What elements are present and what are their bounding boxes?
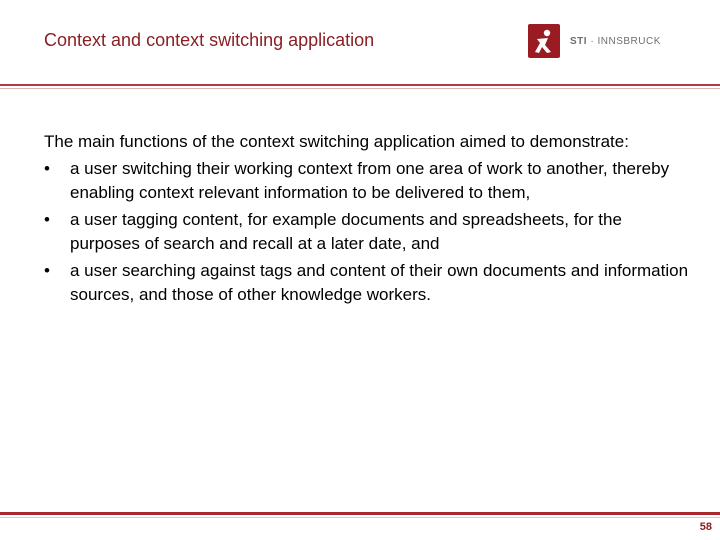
logo-separator: · <box>590 35 595 47</box>
sti-figure-icon <box>528 24 560 58</box>
bullet-icon: • <box>44 210 50 229</box>
header-divider <box>0 84 720 86</box>
page-number: 58 <box>699 521 712 533</box>
footer-divider-thin <box>0 517 720 518</box>
slide-body <box>44 130 694 307</box>
list-item <box>44 259 694 307</box>
list-item <box>44 208 694 256</box>
header-divider-thin <box>0 88 720 89</box>
intro-paragraph: The main functions of the context switching application aimed to demonstrate: <box>44 132 629 151</box>
sti-innsbruck-logo <box>528 24 661 58</box>
list-item-text: a user tagging content, for example documents and spreadsheets, for the purposes of search and recall at a later date, and <box>70 210 622 253</box>
footer-divider <box>0 512 720 515</box>
list-item-text: a user switching their working context from one area of work to another, thereby enabling context relevant information to be delivered to them, <box>70 159 670 202</box>
list-item <box>44 157 694 205</box>
bullet-icon: • <box>44 159 50 178</box>
logo-location: INNSBRUCK <box>597 35 661 47</box>
logo-text <box>570 36 661 47</box>
bullet-list <box>44 157 694 307</box>
list-item-text: a user searching against tags and content of their own documents and information sources, and those of other knowledge workers. <box>70 261 689 304</box>
logo-brand: STI <box>570 35 588 47</box>
bullet-icon: • <box>44 261 50 280</box>
slide-title: Context and context switching application <box>44 30 375 50</box>
